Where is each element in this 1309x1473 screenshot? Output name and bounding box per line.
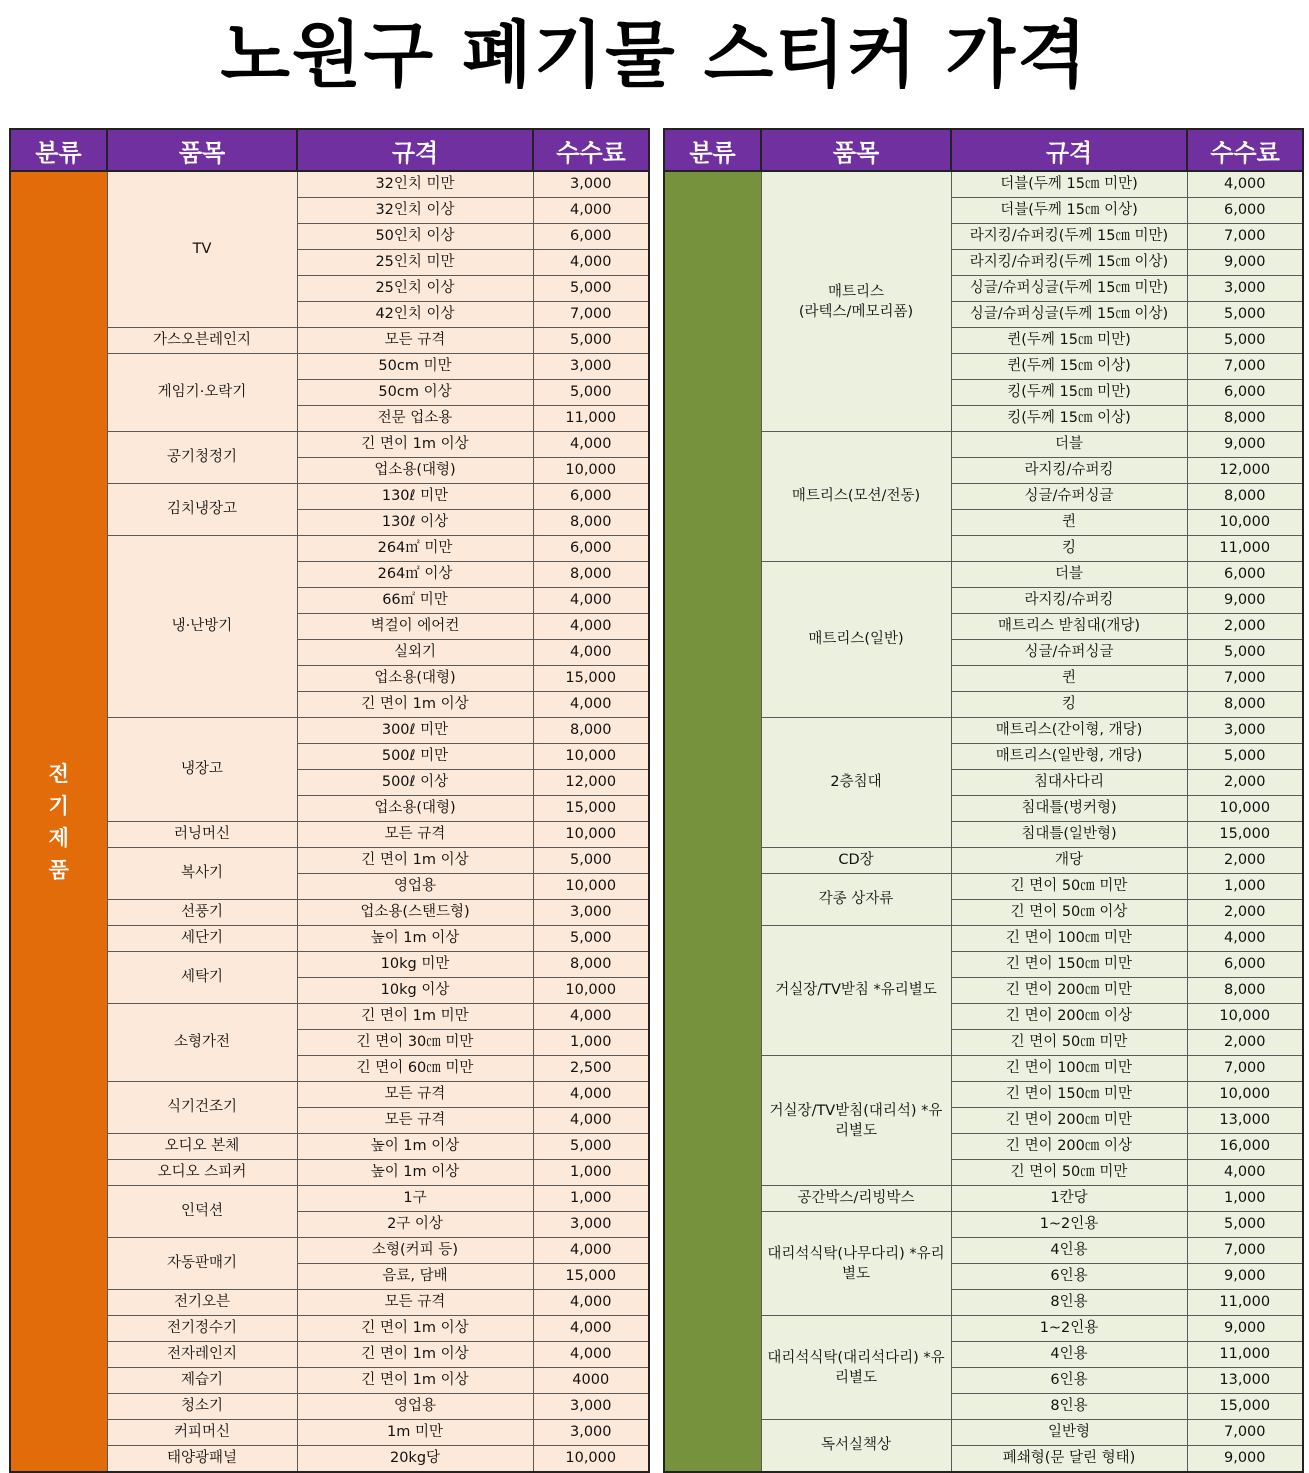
spec-cell: 퀸 (951, 666, 1187, 692)
fee-cell: 7,000 (1187, 224, 1303, 250)
spec-cell: 라지킹/슈퍼킹 (951, 458, 1187, 484)
fee-cell: 9,000 (1187, 250, 1303, 276)
spec-cell: 영업용 (297, 874, 533, 900)
spec-cell: 더블(두께 15㎝ 미만) (951, 171, 1187, 198)
header-row (10, 129, 649, 171)
spec-cell: 싱글/슈퍼싱글 (951, 484, 1187, 510)
spec-cell: 침대틀(일반형) (951, 822, 1187, 848)
item-cell: 소형가전 (107, 1004, 297, 1082)
header-item: 품목 (107, 129, 297, 171)
fee-cell: 4,000 (533, 1316, 649, 1342)
spec-cell: 킹(두께 15㎝ 미만) (951, 380, 1187, 406)
spec-cell: 더블 (951, 562, 1187, 588)
fee-cell: 9,000 (1187, 1316, 1303, 1342)
item-cell: 가스오븐레인지 (107, 328, 297, 354)
fee-cell: 3,000 (533, 1394, 649, 1420)
fee-cell: 15,000 (533, 1264, 649, 1290)
fee-cell: 12,000 (1187, 458, 1303, 484)
spec-cell: 6인용 (951, 1264, 1187, 1290)
spec-cell: 라지킹/슈퍼킹(두께 15㎝ 미만) (951, 224, 1187, 250)
spec-cell: 긴 면이 1m 이상 (297, 848, 533, 874)
fee-cell: 7,000 (1187, 1238, 1303, 1264)
fee-cell: 9,000 (1187, 1446, 1303, 1473)
header-item: 품목 (761, 129, 951, 171)
header-row (664, 129, 1303, 171)
spec-cell: 264㎡ 미만 (297, 536, 533, 562)
fee-cell: 6,000 (1187, 952, 1303, 978)
fee-cell: 9,000 (1187, 588, 1303, 614)
table-row (10, 171, 649, 198)
spec-cell: 10kg 미만 (297, 952, 533, 978)
spec-cell: 8인용 (951, 1394, 1187, 1420)
spec-cell: 폐쇄형(문 달린 형태) (951, 1446, 1187, 1473)
header-spec: 규격 (951, 129, 1187, 171)
spec-cell: 42인치 이상 (297, 302, 533, 328)
fee-cell: 15,000 (533, 796, 649, 822)
fee-cell: 10,000 (1187, 1004, 1303, 1030)
page-title: 노원구 폐기물 스티커 가격 (220, 13, 1089, 97)
fee-cell: 10,000 (1187, 510, 1303, 536)
fee-cell: 4,000 (533, 692, 649, 718)
spec-cell: 20kg당 (297, 1446, 533, 1473)
header-fee: 수수료 (533, 129, 649, 171)
fee-cell: 5,000 (533, 328, 649, 354)
spec-cell: 긴 면이 50㎝ 이상 (951, 900, 1187, 926)
spec-cell: 킹 (951, 692, 1187, 718)
spec-cell: 4인용 (951, 1342, 1187, 1368)
fee-cell: 4,000 (1187, 926, 1303, 952)
fee-cell: 13,000 (1187, 1368, 1303, 1394)
spec-cell: 영업용 (297, 1394, 533, 1420)
item-cell: 2층침대 (761, 718, 951, 848)
fee-cell: 11,000 (1187, 1290, 1303, 1316)
item-cell: 전기정수기 (107, 1316, 297, 1342)
fee-cell: 4,000 (533, 1342, 649, 1368)
spec-cell: 더블(두께 15㎝ 이상) (951, 198, 1187, 224)
spec-cell: 침대틀(벙커형) (951, 796, 1187, 822)
fee-cell: 4,000 (533, 198, 649, 224)
fee-cell: 1,000 (533, 1186, 649, 1212)
spec-cell: 긴 면이 50㎝ 미만 (951, 874, 1187, 900)
fee-cell: 8,000 (1187, 406, 1303, 432)
fee-cell: 2,000 (1187, 614, 1303, 640)
spec-cell: 모든 규격 (297, 1290, 533, 1316)
fee-cell: 5,000 (533, 276, 649, 302)
fee-cell: 5,000 (1187, 1212, 1303, 1238)
fee-cell: 4,000 (533, 250, 649, 276)
fee-cell: 4,000 (533, 1290, 649, 1316)
spec-cell: 라지킹/슈퍼킹(두께 15㎝ 이상) (951, 250, 1187, 276)
spec-cell: 32인치 이상 (297, 198, 533, 224)
fee-cell: 5,000 (1187, 640, 1303, 666)
spec-cell: 긴 면이 50㎝ 미만 (951, 1030, 1187, 1056)
fee-cell: 5,000 (533, 1134, 649, 1160)
fee-cell: 10,000 (533, 822, 649, 848)
fee-cell: 6,000 (533, 224, 649, 250)
fee-cell: 3,000 (1187, 718, 1303, 744)
spec-cell: 더블 (951, 432, 1187, 458)
fee-cell: 4,000 (533, 588, 649, 614)
item-cell: 청소기 (107, 1394, 297, 1420)
spec-cell: 전문 업소용 (297, 406, 533, 432)
item-cell: 커피머신 (107, 1420, 297, 1446)
spec-cell: 높이 1m 이상 (297, 1160, 533, 1186)
fee-cell: 2,000 (1187, 848, 1303, 874)
item-cell: 선풍기 (107, 900, 297, 926)
item-cell: 세단기 (107, 926, 297, 952)
spec-cell: 4인용 (951, 1238, 1187, 1264)
fee-cell: 11,000 (1187, 1342, 1303, 1368)
item-cell: 독서실책상 (761, 1420, 951, 1473)
item-cell: 대리석식탁(나무다리) *유리별도 (761, 1212, 951, 1316)
fee-cell: 10,000 (533, 1446, 649, 1473)
spec-cell: 킹(두께 15㎝ 이상) (951, 406, 1187, 432)
category-label: 전기제품 (48, 761, 69, 882)
spec-cell: 500ℓ 이상 (297, 770, 533, 796)
fee-cell: 9,000 (1187, 1264, 1303, 1290)
fee-cell: 3,000 (533, 354, 649, 380)
fee-cell: 7,000 (1187, 666, 1303, 692)
spec-cell: 긴 면이 60㎝ 미만 (297, 1056, 533, 1082)
fee-cell: 15,000 (1187, 1394, 1303, 1420)
fee-cell: 10,000 (1187, 796, 1303, 822)
spec-cell: 싱글/슈퍼싱글(두께 15㎝ 미만) (951, 276, 1187, 302)
spec-cell: 퀸(두께 15㎝ 미만) (951, 328, 1187, 354)
item-cell: 전자레인지 (107, 1342, 297, 1368)
fee-cell: 8,000 (533, 952, 649, 978)
item-cell: 김치냉장고 (107, 484, 297, 536)
table-body (664, 171, 1303, 1472)
fee-cell: 8,000 (1187, 692, 1303, 718)
fee-cell: 15,000 (1187, 822, 1303, 848)
category-cell (10, 171, 107, 1472)
spec-cell: 음료, 담배 (297, 1264, 533, 1290)
spec-cell: 긴 면이 1m 이상 (297, 1316, 533, 1342)
header-category: 분류 (10, 129, 107, 171)
price-table-right (663, 128, 1304, 1473)
spec-cell: 1~2인용 (951, 1316, 1187, 1342)
fee-cell: 5,000 (533, 848, 649, 874)
item-cell: 공간박스/리빙박스 (761, 1186, 951, 1212)
item-cell: 냉장고 (107, 718, 297, 822)
item-cell: 공기청정기 (107, 432, 297, 484)
item-cell: 인덕션 (107, 1186, 297, 1238)
fee-cell: 7,000 (1187, 1056, 1303, 1082)
fee-cell: 9,000 (1187, 432, 1303, 458)
spec-cell: 1m 미만 (297, 1420, 533, 1446)
fee-cell: 7,000 (533, 302, 649, 328)
spec-cell: 싱글/슈퍼싱글(두께 15㎝ 이상) (951, 302, 1187, 328)
spec-cell: 긴 면이 30㎝ 미만 (297, 1030, 533, 1056)
spec-cell: 벽걸이 에어컨 (297, 614, 533, 640)
fee-cell: 1,000 (1187, 874, 1303, 900)
fee-cell: 4,000 (533, 432, 649, 458)
fee-cell: 13,000 (1187, 1108, 1303, 1134)
spec-cell: 긴 면이 200㎝ 이상 (951, 1134, 1187, 1160)
fee-cell: 3,000 (533, 1212, 649, 1238)
item-cell: 식기건조기 (107, 1082, 297, 1134)
spec-cell: 업소용(대형) (297, 796, 533, 822)
fee-cell: 7,000 (1187, 1420, 1303, 1446)
spec-cell: 1~2인용 (951, 1212, 1187, 1238)
item-cell: 대리석식탁(대리석다리) *유리별도 (761, 1316, 951, 1420)
fee-cell: 11,000 (1187, 536, 1303, 562)
spec-cell: 6인용 (951, 1368, 1187, 1394)
spec-cell: 싱글/슈퍼싱글 (951, 640, 1187, 666)
table-row (664, 171, 1303, 198)
item-cell: 태양광패널 (107, 1446, 297, 1473)
fee-cell: 6,000 (1187, 380, 1303, 406)
spec-cell: 50인치 이상 (297, 224, 533, 250)
spec-cell: 높이 1m 이상 (297, 926, 533, 952)
spec-cell: 업소용(대형) (297, 458, 533, 484)
item-cell: 매트리스(모션/전동) (761, 432, 951, 562)
spec-cell: 모든 규격 (297, 328, 533, 354)
item-cell: 게임기·오락기 (107, 354, 297, 432)
spec-cell: 2구 이상 (297, 1212, 533, 1238)
spec-cell: 높이 1m 이상 (297, 1134, 533, 1160)
spec-cell: 침대사다리 (951, 770, 1187, 796)
fee-cell: 12,000 (533, 770, 649, 796)
spec-cell: 32인치 미만 (297, 171, 533, 198)
spec-cell: 라지킹/슈퍼킹 (951, 588, 1187, 614)
spec-cell: 소형(커피 등) (297, 1238, 533, 1264)
fee-cell: 5,000 (1187, 302, 1303, 328)
fee-cell: 10,000 (533, 874, 649, 900)
fee-cell: 11,000 (533, 406, 649, 432)
spec-cell: 긴 면이 100㎝ 미만 (951, 926, 1187, 952)
item-cell: 복사기 (107, 848, 297, 900)
fee-cell: 7,000 (1187, 354, 1303, 380)
fee-cell: 10,000 (533, 978, 649, 1004)
item-cell: 매트리스 (라텍스/메모리폼) (761, 171, 951, 432)
item-cell: 러닝머신 (107, 822, 297, 848)
fee-cell: 10,000 (1187, 1082, 1303, 1108)
fee-cell: 8,000 (533, 510, 649, 536)
fee-cell: 5,000 (533, 380, 649, 406)
fee-cell: 4,000 (533, 1004, 649, 1030)
spec-cell: 1칸당 (951, 1186, 1187, 1212)
fee-cell: 6,000 (533, 536, 649, 562)
fee-cell: 3,000 (1187, 276, 1303, 302)
spec-cell: 개당 (951, 848, 1187, 874)
spec-cell: 긴 면이 1m 이상 (297, 692, 533, 718)
spec-cell: 업소용(대형) (297, 666, 533, 692)
spec-cell: 긴 면이 1m 이상 (297, 1342, 533, 1368)
item-cell: 냉·난방기 (107, 536, 297, 718)
spec-cell: 모든 규격 (297, 1108, 533, 1134)
item-cell: 세탁기 (107, 952, 297, 1004)
spec-cell: 긴 면이 100㎝ 미만 (951, 1056, 1187, 1082)
spec-cell: 130ℓ 이상 (297, 510, 533, 536)
category-cell (664, 171, 761, 1472)
item-cell: 각종 상자류 (761, 874, 951, 926)
spec-cell: 긴 면이 200㎝ 미만 (951, 1108, 1187, 1134)
header-spec: 규격 (297, 129, 533, 171)
spec-cell: 매트리스(일반형, 개당) (951, 744, 1187, 770)
item-cell: 자동판매기 (107, 1238, 297, 1290)
spec-cell: 퀸 (951, 510, 1187, 536)
fee-cell: 8,000 (533, 562, 649, 588)
spec-cell: 실외기 (297, 640, 533, 666)
fee-cell: 5,000 (1187, 328, 1303, 354)
fee-cell: 10,000 (533, 458, 649, 484)
spec-cell: 모든 규격 (297, 1082, 533, 1108)
spec-cell: 매트리스 받침대(개당) (951, 614, 1187, 640)
fee-cell: 2,000 (1187, 900, 1303, 926)
fee-cell: 3,000 (533, 171, 649, 198)
fee-cell: 6,000 (533, 484, 649, 510)
item-cell: 거실장/TV받침(대리석) *유리별도 (761, 1056, 951, 1186)
spec-cell: 500ℓ 미만 (297, 744, 533, 770)
fee-cell: 15,000 (533, 666, 649, 692)
item-cell: 거실장/TV받침 *유리별도 (761, 926, 951, 1056)
fee-cell: 4,000 (1187, 1160, 1303, 1186)
fee-cell: 1,000 (533, 1030, 649, 1056)
fee-cell: 1,000 (1187, 1186, 1303, 1212)
item-cell: 오디오 본체 (107, 1134, 297, 1160)
spec-cell: 긴 면이 200㎝ 미만 (951, 978, 1187, 1004)
spec-cell: 264㎡ 이상 (297, 562, 533, 588)
fee-cell: 4,000 (533, 1108, 649, 1134)
fee-cell: 2,000 (1187, 1030, 1303, 1056)
spec-cell: 130ℓ 미만 (297, 484, 533, 510)
spec-cell: 킹 (951, 536, 1187, 562)
fee-cell: 4,000 (1187, 171, 1303, 198)
fee-cell: 8,000 (533, 718, 649, 744)
fee-cell: 16,000 (1187, 1134, 1303, 1160)
fee-cell: 10,000 (533, 744, 649, 770)
fee-cell: 4,000 (533, 614, 649, 640)
item-cell: TV (107, 171, 297, 328)
fee-cell: 8,000 (1187, 978, 1303, 1004)
spec-cell: 업소용(스탠드형) (297, 900, 533, 926)
spec-cell: 50cm 미만 (297, 354, 533, 380)
spec-cell: 66㎡ 미만 (297, 588, 533, 614)
fee-cell: 6,000 (1187, 198, 1303, 224)
spec-cell: 50cm 이상 (297, 380, 533, 406)
fee-cell: 5,000 (533, 926, 649, 952)
header-category: 분류 (664, 129, 761, 171)
spec-cell: 긴 면이 1m 이상 (297, 1368, 533, 1394)
spec-cell: 긴 면이 1m 이상 (297, 432, 533, 458)
fee-cell: 8,000 (1187, 484, 1303, 510)
spec-cell: 매트리스(간이형, 개당) (951, 718, 1187, 744)
spec-cell: 긴 면이 150㎝ 미만 (951, 952, 1187, 978)
fee-cell: 1,000 (533, 1160, 649, 1186)
spec-cell: 10kg 이상 (297, 978, 533, 1004)
fee-cell: 6,000 (1187, 562, 1303, 588)
spec-cell: 1구 (297, 1186, 533, 1212)
fee-cell: 4,000 (533, 1238, 649, 1264)
spec-cell: 일반형 (951, 1420, 1187, 1446)
spec-cell: 25인치 미만 (297, 250, 533, 276)
fee-cell: 4,000 (533, 1082, 649, 1108)
fee-cell: 4,000 (533, 640, 649, 666)
spec-cell: 모든 규격 (297, 822, 533, 848)
item-cell: 제습기 (107, 1368, 297, 1394)
fee-cell: 2,500 (533, 1056, 649, 1082)
spec-cell: 긴 면이 150㎝ 미만 (951, 1082, 1187, 1108)
spec-cell: 긴 면이 1m 미만 (297, 1004, 533, 1030)
spec-cell: 긴 면이 50㎝ 미만 (951, 1160, 1187, 1186)
header-fee: 수수료 (1187, 129, 1303, 171)
item-cell: CD장 (761, 848, 951, 874)
item-cell: 전기오븐 (107, 1290, 297, 1316)
item-cell: 오디오 스피커 (107, 1160, 297, 1186)
price-table-left (9, 128, 650, 1473)
spec-cell: 긴 면이 200㎝ 이상 (951, 1004, 1187, 1030)
spec-cell: 퀸(두께 15㎝ 이상) (951, 354, 1187, 380)
fee-cell: 4000 (533, 1368, 649, 1394)
spec-cell: 300ℓ 미만 (297, 718, 533, 744)
fee-cell: 2,000 (1187, 770, 1303, 796)
fee-cell: 3,000 (533, 900, 649, 926)
fee-cell: 5,000 (1187, 744, 1303, 770)
item-cell: 매트리스(일반) (761, 562, 951, 718)
spec-cell: 8인용 (951, 1290, 1187, 1316)
fee-cell: 3,000 (533, 1420, 649, 1446)
spec-cell: 25인치 이상 (297, 276, 533, 302)
table-body (10, 171, 649, 1472)
